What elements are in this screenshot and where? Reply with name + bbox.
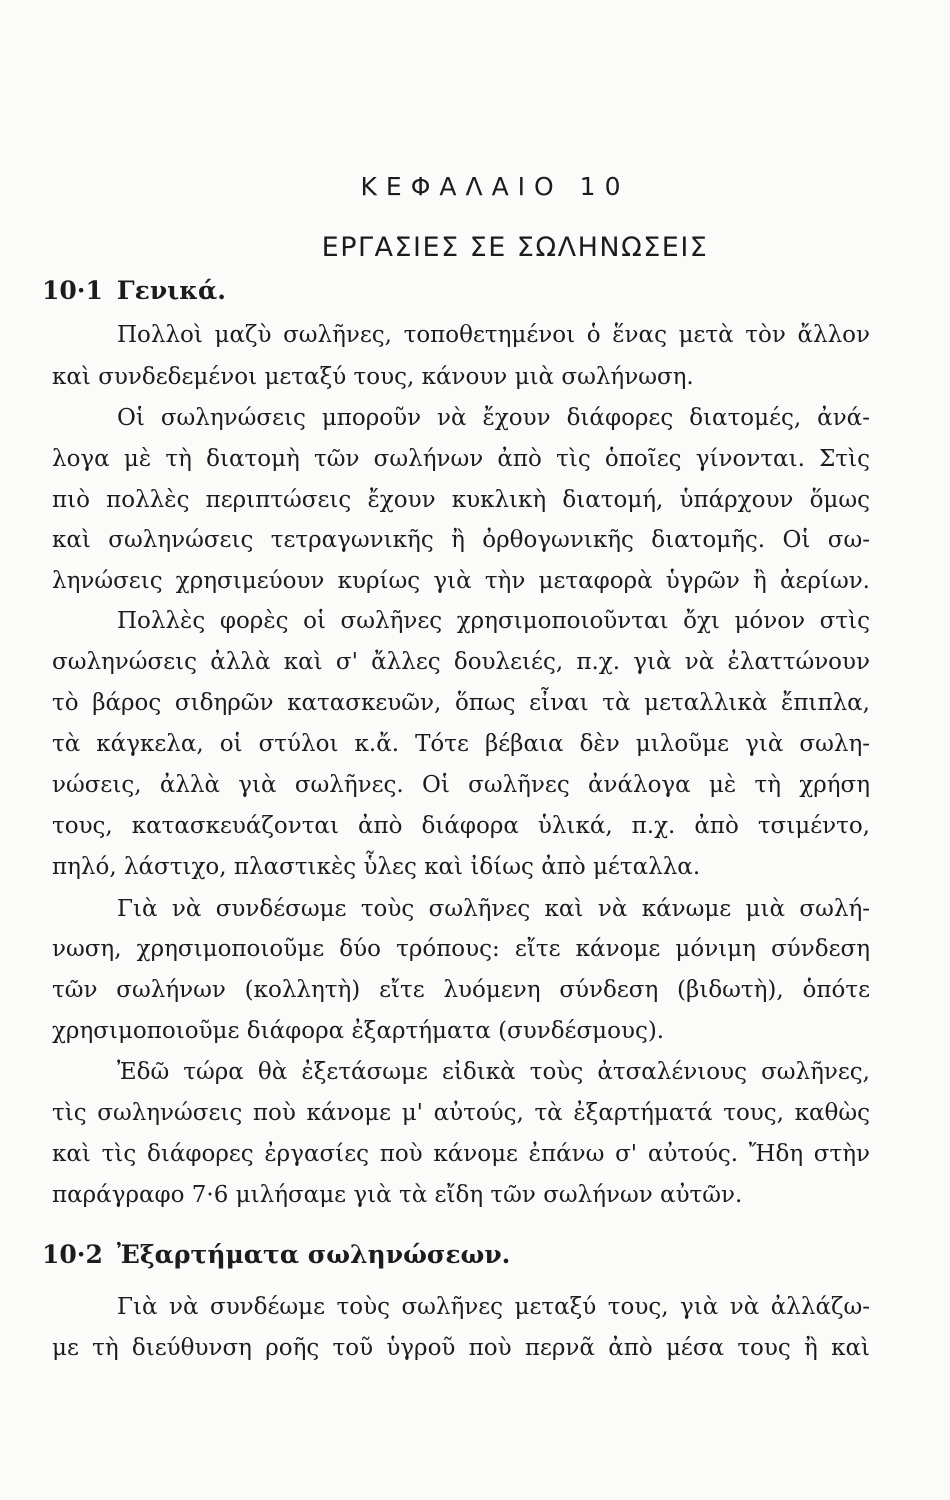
text-line: πηλό, λάστιχο, πλαστικὲς ὗλες καὶ ἰδίως ἀπὸ μέταλλα.: [52, 854, 701, 880]
section-heading-10-1: [42, 276, 226, 305]
text-line: τὰ κάγκελα, οἱ στύλοι κ.ἄ. Τότε βέβαια δὲν μιλοῦμε γιὰ σωλη-: [52, 731, 870, 757]
text-line: Γιὰ νὰ συνδέωμε τοὺς σωλῆνες μεταξύ τους, γιὰ νὰ ἀλλάζω-: [117, 1294, 870, 1320]
text-line: Πολλοὶ μαζὺ σωλῆνες, τοποθετημένοι ὁ ἕνας μετὰ τὸν ἄλλον: [117, 322, 870, 348]
text-line: τους, κατασκευάζονται ἀπὸ διάφορα ὑλικά, π.χ. ἀπὸ τσιμέντο,: [52, 813, 870, 839]
text-line: καὶ σωληνώσεις τετραγωνικῆς ἢ ὀρθογωνικῆς διατομῆς. Οἱ σω-: [52, 527, 870, 553]
text-line: καὶ συνδεδεμένοι μεταξύ τους, κάνουν μιὰ σωλήνωση.: [52, 364, 694, 390]
text-line: χρησιμοποιοῦμε διάφορα ἐξαρτήματα (συνδέσμους).: [52, 1018, 665, 1044]
text-line: καὶ τὶς διάφορες ἐργασίες ποὺ κάνομε ἐπάνω σ' αὐτούς. Ἤδη στὴν: [52, 1141, 870, 1167]
text-line: ληνώσεις χρησιμεύουν κυρίως γιὰ τὴν μεταφορὰ ὑγρῶν ἢ ἀερίων.: [52, 568, 870, 594]
section-heading-10-2: [42, 1240, 510, 1269]
text-line: τὶς σωληνώσεις ποὺ κάνομε μ' αὐτούς, τὰ ἐξαρτήματά τους, καθὼς: [52, 1100, 870, 1126]
section-title: Γενικά.: [116, 276, 226, 305]
text-line: πιὸ πολλὲς περιπτώσεις ἔχουν κυκλικὴ διατομή, ὑπάρχουν ὅμως: [52, 487, 870, 513]
section-number: 10·2: [42, 1240, 103, 1269]
text-line: λογα μὲ τὴ διατομὴ τῶν σωλήνων ἀπὸ τὶς ὁποῖες γίνονται. Στὶς: [52, 446, 870, 472]
section-number: 10·1: [42, 276, 103, 305]
text-line: νωση, χρησιμοποιοῦμε δύο τρόπους: εἴτε κάνομε μόνιμη σύνδεση: [52, 936, 870, 962]
text-line: παράγραφο 7·6 μιλήσαμε γιὰ τὰ εἴδη τῶν σωλήνων αὐτῶν.: [52, 1182, 743, 1208]
text-line: με τὴ διεύθυνση ροῆς τοῦ ὑγροῦ ποὺ περνᾶ ἀπὸ μέσα τους ἢ καὶ: [52, 1335, 870, 1361]
text-line: σωληνώσεις ἀλλὰ καὶ σ' ἄλλες δουλειές, π.χ. γιὰ νὰ ἐλαττώνουν: [52, 649, 870, 675]
text-line: τῶν σωλήνων (κολλητὴ) εἴτε λυόμενη σύνδεση (βιδωτὴ), ὁπότε: [52, 977, 870, 1003]
text-line: Γιὰ νὰ συνδέσωμε τοὺς σωλῆνες καὶ νὰ κάνωμε μιὰ σωλή-: [117, 896, 870, 922]
text-line: νώσεις, ἀλλὰ γιὰ σωλῆνες. Οἱ σωλῆνες ἀνάλογα μὲ τὴ χρήση: [52, 772, 870, 798]
text-line: Πολλὲς φορὲς οἱ σωλῆνες χρησιμοποιοῦνται ὄχι μόνον στὶς: [117, 608, 870, 634]
text-line: Ἐδῶ τώρα θὰ ἐξετάσωμε εἰδικὰ τοὺς ἀτσαλένιους σωλῆνες,: [117, 1059, 870, 1085]
text-line: Οἱ σωληνώσεις μποροῦν νὰ ἔχουν διάφορες διατομές, ἀνά-: [117, 405, 870, 431]
chapter-label: ΚΕΦΑΛΑΙΟ 10: [360, 172, 630, 201]
section-title: Ἐξαρτήματα σωληνώσεων.: [116, 1240, 511, 1269]
chapter-title: ΕΡΓΑΣΙΕΣ ΣΕ ΣΩΛΗΝΩΣΕΙΣ: [321, 232, 709, 263]
text-line: τὸ βάρος σιδηρῶν κατασκευῶν, ὅπως εἶναι τὰ μεταλλικὰ ἔπιπλα,: [52, 690, 870, 716]
